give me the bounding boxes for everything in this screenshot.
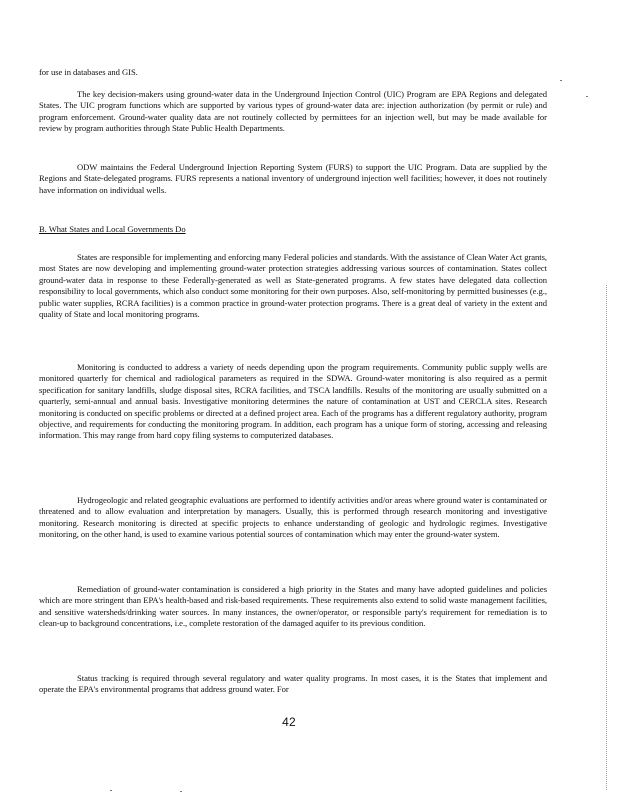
paragraph-remediation (39, 584, 547, 630)
scan-edge-mark (606, 285, 608, 790)
paragraph-furs (39, 162, 547, 196)
paragraph: Status tracking is required through several regulatory and water quality programs. In most cases, it is the States that implement and operate the EPA's environmental programs that address ground water. For (39, 673, 547, 695)
paragraph-continuation (39, 67, 547, 78)
paragraph: The key decision-makers using ground-water data in the Underground Injection Control (UIC) Program are EPA Regions and delegated States. The UIC program functions which are supported by various types of ground-water data are: injection authorization (by permit or rule) and program enforcement. Ground-water quality data are not routinely collected by permittees for an injection well, but may be made available for review by program authorities through State Public Health Departments. (39, 89, 547, 134)
paragraph: Hydrogeologic and related geographic evaluations are performed to identify activities and/or areas where ground water is contaminated or threatened and to allow evaluation and interpretation by managers. Usually, this is performed through research monitoring and investigative monitoring. Research monitoring is directed at specific projects to enhance understanding of geologic and hydrologic regimes. Investigative monitoring, on the other hand, is used to examine various potential sources of contamination which may enter the ground-water system. (39, 495, 547, 540)
paragraph: Remediation of ground-water contamination is considered a high priority in the States and many have adopted guidelines and policies which are more stringent than EPA's health-based and risk-based requirements. These requirements also extend to solid waste management facilities, and sensitive watersheds/drinking water sources. In many instances, the owner/operator, or responsible party's requirement for remediation is to clean-up to background concentrations, i.e., complete restoration of the damaged aquifer to its previous condition. (39, 584, 547, 629)
paragraph-uic (39, 89, 547, 135)
scan-speck (560, 80, 562, 81)
paragraph: Monitoring is conducted to address a variety of needs depending upon the program requirements. Community public supply wells are monitored quarterly for chemical and radiological parameters as required in the SDWA. Ground-water monitoring is also required as a permit specification for sanitary landfills, sludge disposal sites, RCRA facilities, and TSCA landfills. Results of the monitoring are usually submitted on a quarterly, semi-annual and annual basis. Investigative monitoring determines the nature of contamination at UST and CERCLA sites. Research monitoring is conducted on specific problems or directed at a defined project area. Each of the programs has a different regulatory authority, program objective, and requirements for conducting the monitoring program. In addition, each program has a unique form of storing, accessing and releasing information. This may range from hard copy filing systems to computerized databases. (39, 362, 547, 441)
paragraph: for use in databases and GIS. (39, 67, 138, 77)
scan-speck (586, 96, 588, 97)
paragraph-states (39, 252, 547, 320)
scan-speck (110, 790, 112, 791)
section-heading: B. What States and Local Governments Do (39, 224, 186, 234)
paragraph-monitoring (39, 362, 547, 442)
page-number: 42 (282, 715, 296, 729)
paragraph: ODW maintains the Federal Underground Injection Reporting System (FURS) to support the UIC Program. Data are supplied by the Regions and State-delegated programs. FURS represents a national inventory of underground injection well facilities; however, it does not routinely have information on individual wells. (39, 162, 547, 195)
paragraph: States are responsible for implementing and enforcing many Federal policies and standards. With the assistance of Clean Water Act grants, most States are now developing and implementing ground-water protection strategies addressing various sources of contamination. States collect ground-water data in response to these Federally-generated as well as State-generated programs. A few states have delegated data collection responsibility to local governments, which also conduct some monitoring for their own purposes. Also, self-monitoring by permitted businesses (e.g., public water supplies, RCRA facilities) is a common practice in ground-water protection programs. There is a great deal of variety in the extent and quality of State and local monitoring programs. (39, 252, 547, 320)
paragraph-hydrogeologic (39, 495, 547, 541)
paragraph-status-tracking (39, 673, 547, 696)
scan-speck (180, 791, 182, 792)
section-heading-block (39, 224, 547, 235)
